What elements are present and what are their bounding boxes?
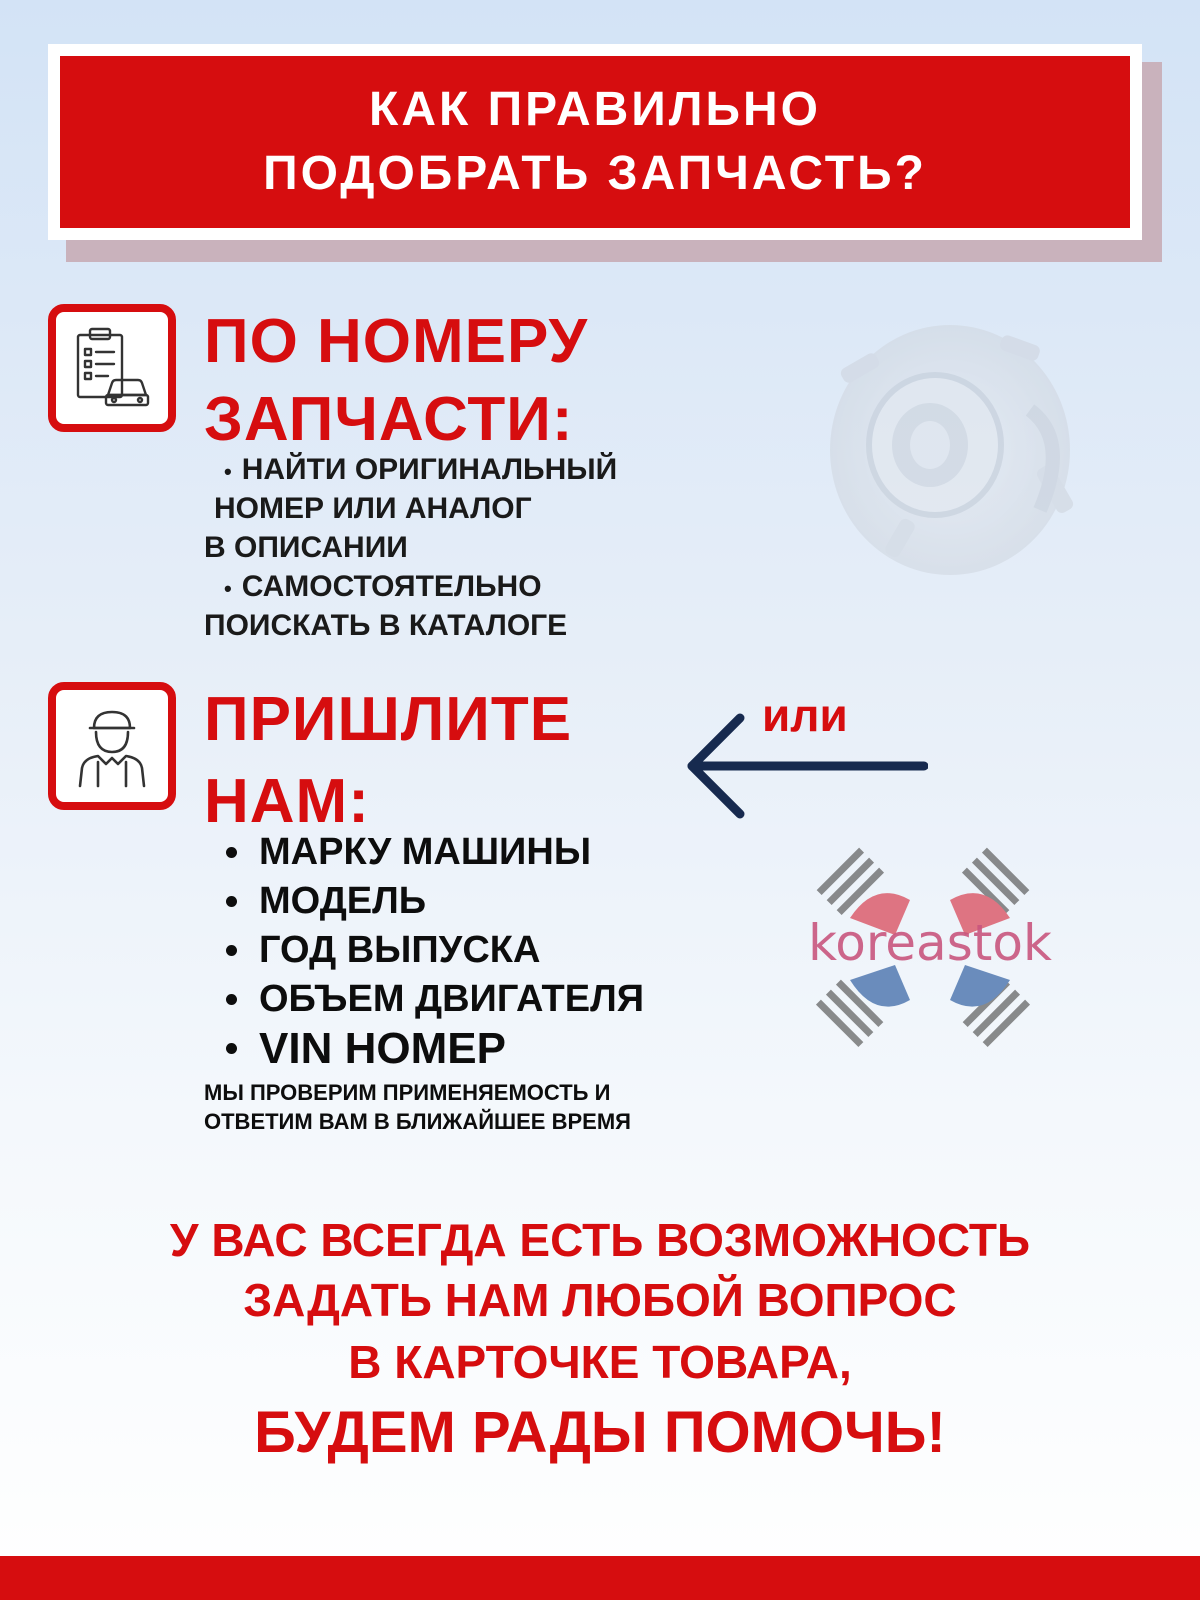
footer-line3: В КАРТОЧКЕ ТОВАРА, <box>348 1336 852 1388</box>
required-info-list <box>226 828 644 1073</box>
section1-text-line4: • САМОСТОЯТЕЛЬНО <box>224 570 542 603</box>
section2-title-line1: ПРИШЛИТЕ <box>204 685 573 754</box>
list-item: ГОД ВЫПУСКА <box>226 926 644 975</box>
footer-line1: У ВАС ВСЕГДА ЕСТЬ ВОЗМОЖНОСТЬ <box>169 1214 1031 1266</box>
section2-title-line2: НАМ: <box>204 767 370 836</box>
or-label: или <box>762 689 848 741</box>
section1-title-line2: ЗАПЧАСТИ: <box>204 385 574 454</box>
section1-title-line1: ПО НОМЕРУ <box>204 307 589 376</box>
mechanic-icon-box <box>48 682 176 810</box>
note-text: МЫ ПРОВЕРИМ ПРИМЕНЯЕМОСТЬ И ОТВЕТИМ ВАМ В БЛИЖАЙШЕЕ ВРЕМЯ <box>204 1080 631 1134</box>
footer-bar <box>0 1556 1200 1600</box>
bullet-icon: • <box>224 458 232 484</box>
clipboard-car-icon-box <box>48 304 176 432</box>
arrow-left-icon <box>678 710 928 820</box>
list-item: VIN НОМЕР <box>226 1024 644 1073</box>
section1-text-line1: • НАЙТИ ОРИГИНАЛЬНЫЙ <box>224 453 618 486</box>
section1-text-line2: НОМЕР ИЛИ АНАЛОГ <box>214 492 532 525</box>
koreastok-logo <box>780 840 1080 1060</box>
footer-line2: ЗАДАТЬ НАМ ЛЮБОЙ ВОПРОС <box>243 1274 957 1326</box>
header-banner <box>48 44 1142 240</box>
mechanic-icon <box>68 702 156 790</box>
wheel-hub-image <box>800 300 1140 600</box>
list-item: ОБЪЕМ ДВИГАТЕЛЯ <box>226 975 644 1024</box>
footer-line4: БУДЕМ РАДЫ ПОМОЧЬ! <box>254 1400 946 1465</box>
clipboard-car-icon <box>72 325 152 411</box>
section1-text-line5: ПОИСКАТЬ В КАТАЛОГЕ <box>204 609 568 642</box>
logo-text: koreastok <box>808 914 1052 972</box>
bullet-icon: • <box>224 575 232 601</box>
page-title: КАК ПРАВИЛЬНО ПОДОБРАТЬ ЗАПЧАСТЬ? <box>263 83 927 200</box>
section1-text-line3: В ОПИСАНИИ <box>204 531 408 564</box>
list-item: МАРКУ МАШИНЫ <box>226 828 644 877</box>
list-item: МОДЕЛЬ <box>226 877 644 926</box>
